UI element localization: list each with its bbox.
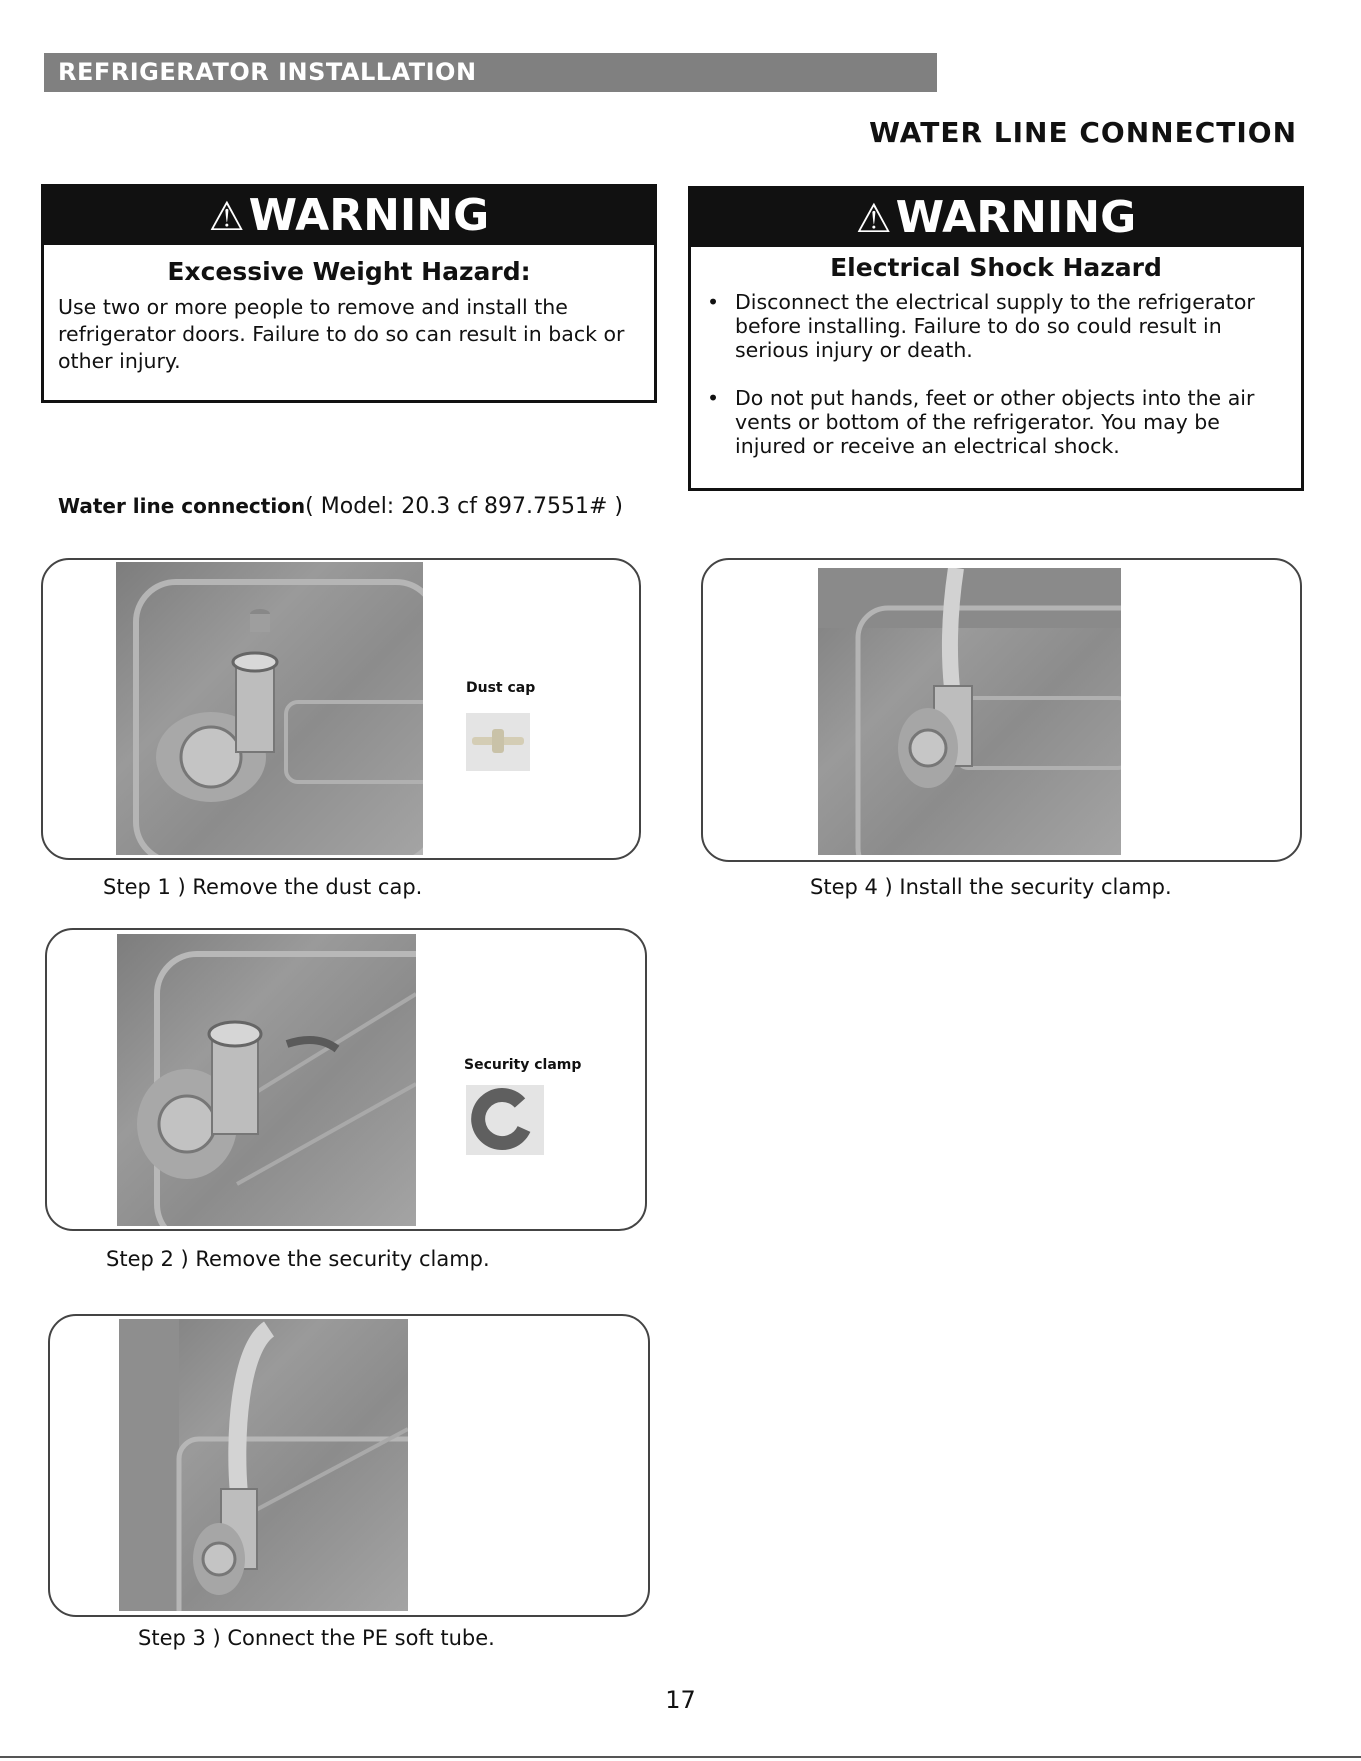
warning-bullet: • Disconnect the electrical supply to the refrigerator before installing. Failure to do so could result in serious injury or death.	[705, 290, 1287, 362]
warning-text: Use two or more people to remove and install the refrigerator doors. Failure to do so can result in back or other injury.	[58, 295, 625, 373]
step-4-illustration	[818, 568, 1121, 855]
warning-bullets	[691, 290, 1301, 458]
warning-triangle-icon: ⚠	[208, 194, 245, 240]
dust-cap-swatch	[466, 713, 530, 771]
step-1-illustration	[116, 562, 423, 855]
page-number: 17	[665, 1686, 696, 1714]
warning-header	[691, 189, 1301, 247]
warning-triangle-icon: ⚠	[855, 196, 892, 242]
security-clamp-icon	[466, 1085, 544, 1155]
warning-label: WARNING	[248, 190, 490, 241]
model-text: ( Model: 20.3 cf 897.7551# )	[305, 494, 624, 519]
step-1-caption: Step 1 ) Remove the dust cap.	[103, 875, 423, 899]
dust-cap-label: Dust cap	[466, 680, 536, 696]
subheading-bold: Water line connection	[58, 494, 306, 518]
hazard-title: Excessive Weight Hazard:	[167, 257, 531, 286]
warning-bullet: • Do not put hands, feet or other objects into the air vents or bottom of the refrigerator. You may be injured or receive an electrical shock.	[705, 386, 1287, 458]
security-clamp-swatch	[466, 1085, 544, 1155]
warning-label: WARNING	[895, 192, 1137, 243]
page-heading: WATER LINE CONNECTION	[869, 116, 1297, 149]
security-clamp-label: Security clamp	[464, 1057, 582, 1073]
section-title: REFRIGERATOR INSTALLATION	[44, 53, 937, 92]
step-3-illustration	[119, 1319, 408, 1611]
warning-box-electrical	[688, 186, 1304, 491]
hazard-title: Electrical Shock Hazard	[830, 253, 1162, 282]
warning-header	[44, 187, 654, 245]
water-line-subheading	[58, 494, 623, 519]
bottom-rule	[0, 1756, 1361, 1758]
step-4-caption: Step 4 ) Install the security clamp.	[810, 875, 1172, 899]
dust-cap-icon	[466, 713, 530, 771]
step-3-caption: Step 3 ) Connect the PE soft tube.	[138, 1626, 495, 1650]
step-2-caption: Step 2 ) Remove the security clamp.	[106, 1247, 490, 1271]
step-2-illustration	[117, 934, 416, 1226]
warning-box-weight	[41, 184, 657, 403]
